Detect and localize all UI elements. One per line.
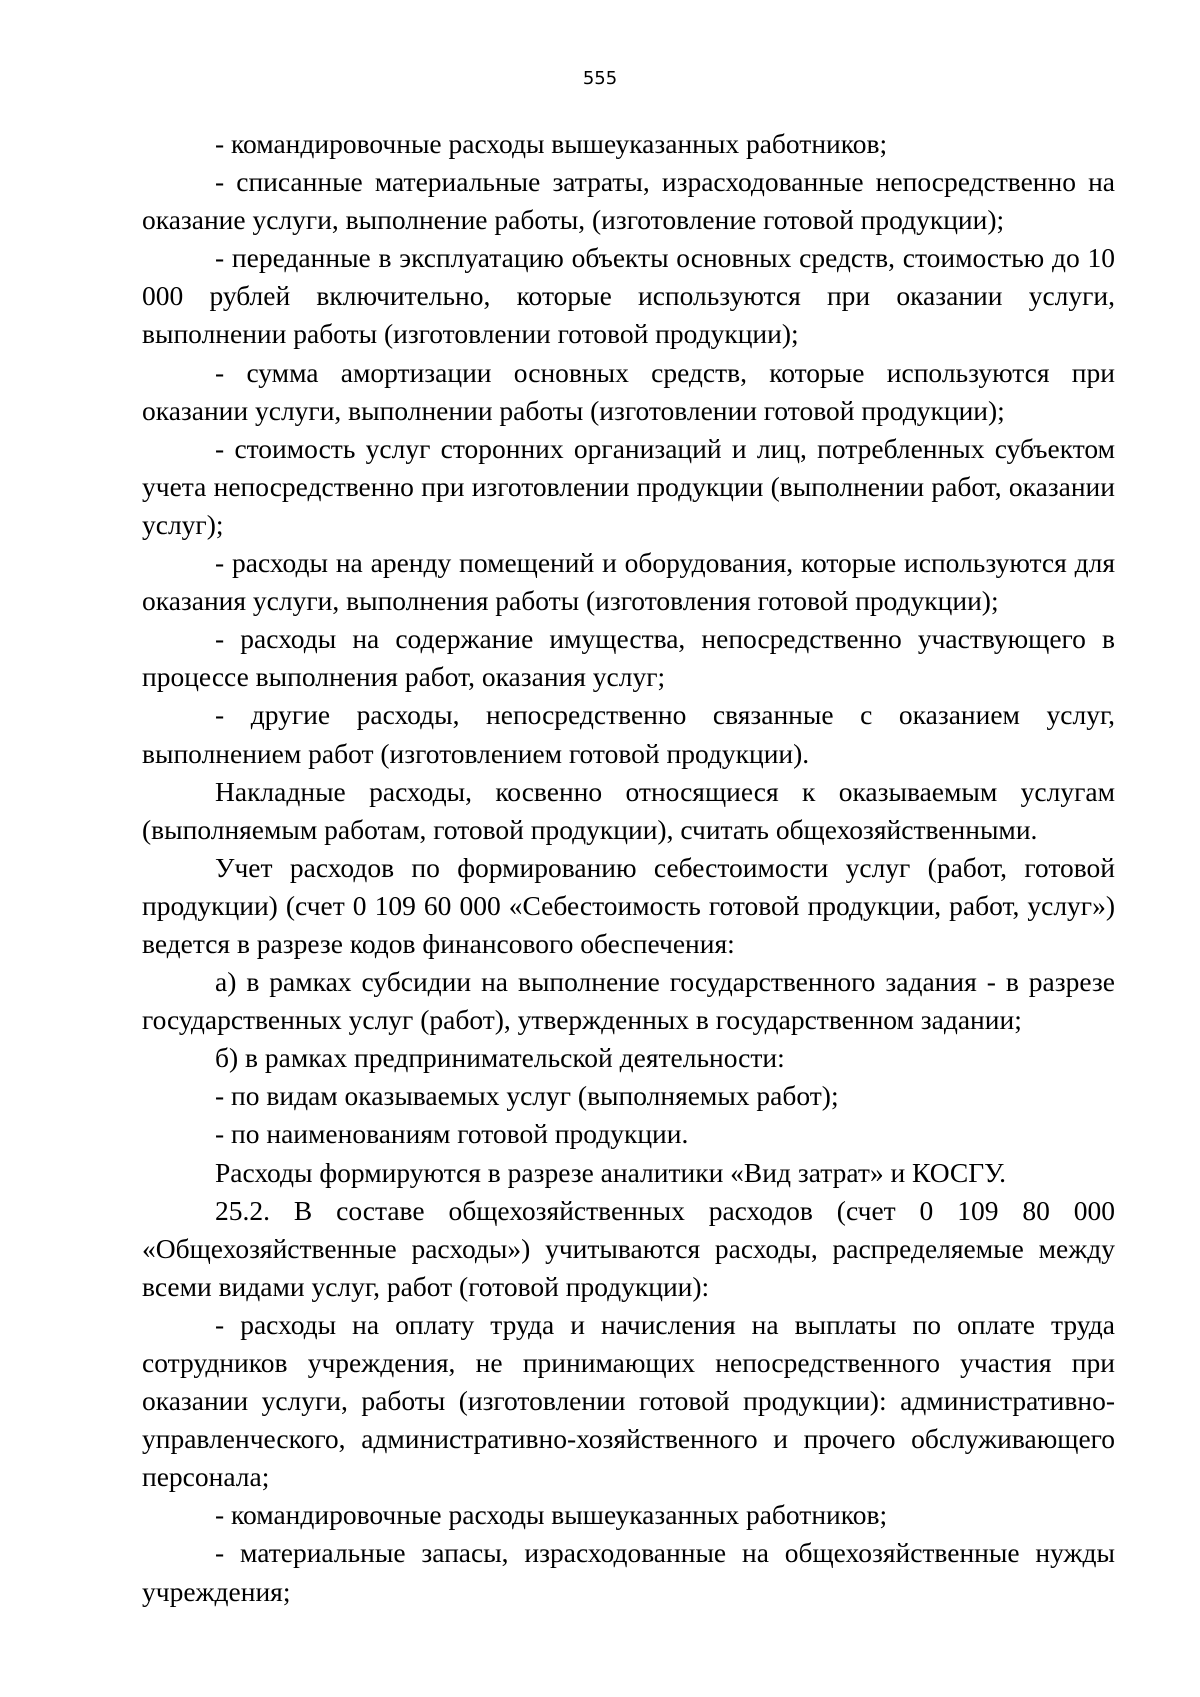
page-number: 555 [582, 68, 618, 89]
paragraph: - списанные материальные затраты, израсходованные непосредственно на оказание услуги, выполнение работы, (изготовление готовой продукции); [142, 166, 1115, 236]
paragraph: а) в рамках субсидии на выполнение государственного задания - в разрезе государственных услуг (работ), утвержденных в государственном задании; [142, 966, 1115, 1036]
paragraph: Расходы формируются в разрезе аналитики «Вид затрат» и КОСГУ. [215, 1156, 1007, 1188]
paragraph: - материальные запасы, израсходованные на общехозяйственные нужды учреждения; [142, 1537, 1115, 1607]
paragraph: - стоимость услуг сторонних организаций и лиц, потребленных субъектом учета непосредственно при изготовлении продукции (выполнении работ, оказании услуг); [142, 432, 1115, 540]
paragraph: - переданные в эксплуатацию объекты основных средств, стоимостью до 10 000 рублей включительно, которые используются при оказании услуги, выполнении работы (изготовлении готовой продукции); [142, 242, 1115, 350]
paragraph: - по видам оказываемых услуг (выполняемых работ); [215, 1080, 839, 1112]
paragraph: 25.2. В составе общехозяйственных расходов (счет 0 109 80 000 «Общехозяйственные расходы») учитываются расходы, распределяемые между всеми видами услуг, работ (готовой продукции): [142, 1194, 1115, 1302]
paragraph: - командировочные расходы вышеуказанных работников; [215, 1499, 888, 1531]
paragraph: Накладные расходы, косвенно относящиеся к оказываемым услугам (выполняемым работам, готовой продукции), считать общехозяйственными. [142, 775, 1115, 845]
paragraph: - расходы на аренду помещений и оборудования, которые используются для оказания услуги, выполнения работы (изготовления готовой продукции); [142, 547, 1115, 617]
paragraph: - командировочные расходы вышеуказанных работников; [215, 128, 888, 159]
paragraph: - другие расходы, непосредственно связанные с оказанием услуг, выполнением работ (изготовлением готовой продукции). [142, 699, 1115, 769]
paragraph: - сумма амортизации основных средств, которые используются при оказании услуги, выполнении работы (изготовлении готовой продукции); [142, 356, 1115, 426]
paragraph: - расходы на содержание имущества, непосредственно участвующего в процессе выполнения работ, оказания услуг; [142, 623, 1115, 693]
paragraph: Учет расходов по формированию себестоимости услуг (работ, готовой продукции) (счет 0 109 60 000 «Себестоимость готовой продукции, работ, услуг») ведется в разрезе кодов финансового обеспечения: [142, 851, 1115, 959]
paragraph: - по наименованиям готовой продукции. [215, 1118, 689, 1150]
document-body [142, 125, 1115, 1611]
paragraph: - расходы на оплату труда и начисления на выплаты по оплате труда сотрудников учреждения, не принимающих непосредственного участия при оказании услуги, работы (изготовлении готовой продукции): административно-управленческого, административно-хозяйственного и прочего обслуживающего персонала; [142, 1308, 1115, 1493]
paragraph: б) в рамках предпринимательской деятельности: [215, 1042, 785, 1074]
